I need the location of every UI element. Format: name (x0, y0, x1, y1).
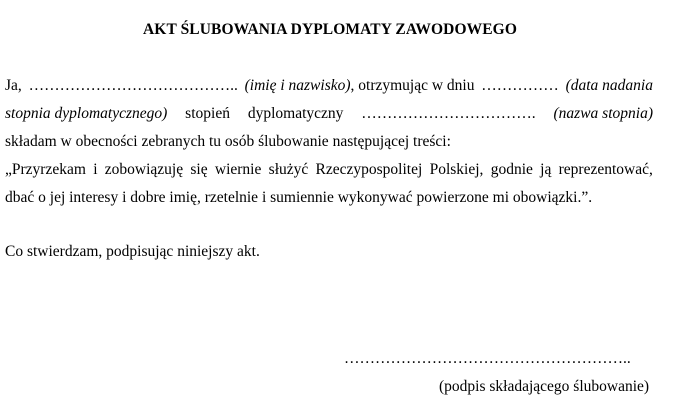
word: Polskiej, (429, 161, 484, 178)
name-blank: ………………………………….. (28, 77, 238, 94)
oath-line-2: dbać o jej interesy i dobre imię, rzetelnie i sumiennie wykonywać powierzone mi obowiązki.”. (5, 189, 593, 206)
confirmation-line: Co stwierdzam, podpisując niniejszy akt. (5, 243, 260, 260)
date-blank: …………… (481, 77, 559, 94)
word: się (190, 161, 208, 178)
word: stopień (185, 105, 230, 122)
signature-line: ……………………………………………….. (344, 350, 631, 367)
word: „Przyrzekam (5, 161, 86, 178)
name-hint-group (245, 77, 475, 95)
intro-line-2 (5, 105, 653, 123)
date-hint-end: stopnia dyplomatycznego) (5, 105, 168, 122)
word: i (93, 161, 98, 178)
signature-caption: (podpis składającego ślubowanie) (439, 378, 650, 395)
word: zobowiązuję (104, 161, 184, 178)
rank-hint: (nazwa stopnia) (553, 105, 653, 122)
receiving-text: , otrzymując w dniu (350, 77, 475, 94)
document-title: AKT ŚLUBOWANIA DYPLOMATY ZAWODOWEGO (143, 21, 517, 38)
word: dyplomatyczny (247, 105, 344, 122)
word: ją (540, 161, 552, 178)
date-hint-start: (data nadania (565, 77, 653, 94)
word: wiernie (214, 161, 262, 178)
word: reprezentować, (558, 161, 653, 178)
intro-line-3: składam w obecności zebranych tu osób ślubowanie następującej treści: (5, 133, 451, 150)
word: godnie (490, 161, 533, 178)
oath-line-1 (5, 161, 653, 179)
word: Ja, (5, 77, 22, 94)
name-hint: (imię i nazwisko) (244, 77, 351, 94)
word: Rzeczypospolitej (315, 161, 423, 178)
rank-blank: ……………………………. (361, 105, 536, 122)
word: służyć (268, 161, 309, 178)
intro-line-1 (5, 77, 653, 95)
